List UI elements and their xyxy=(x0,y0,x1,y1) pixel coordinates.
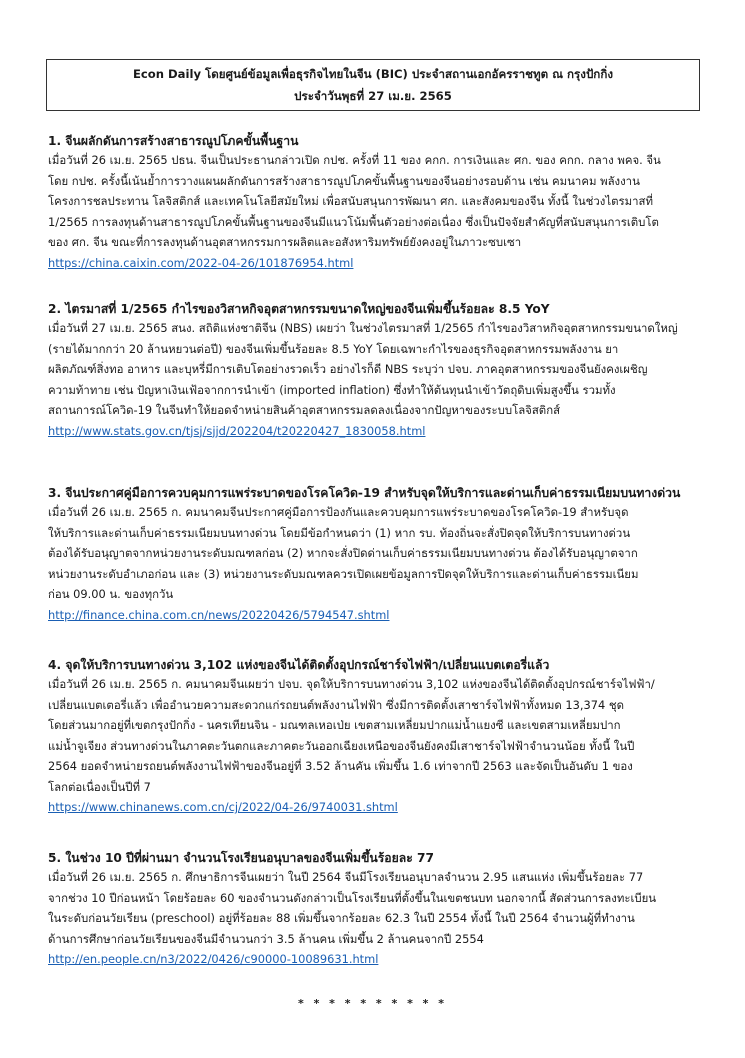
body-line: ในระดับก่อนวัยเรียน (preschool) อยู่ที่ร้อยละ 88 เพิ่มขึ้นจากร้อยละ 62.3 ในปี 2554 ทั้งนี้ ในปี 2564 จำนวนผู้ที่ทำงาน xyxy=(48,911,635,925)
end-separator: * * * * * * * * * * xyxy=(298,997,447,1010)
source-link[interactable]: http://en.people.cn/n3/2022/0426/c90000-10089631.html xyxy=(48,952,379,966)
body-line: โลกต่อเนื่องเป็นปีที่ 7 xyxy=(48,779,151,794)
section-body xyxy=(48,150,712,253)
body-line: ด้านการศึกษาก่อนวัยเรียนของจีนมีจำนวนกว่า 3.5 ล้านคน เพิ่มขึ้น 2 ล้านคนจากปี 2554 xyxy=(48,931,484,946)
section-body xyxy=(48,867,712,949)
section-title: 4. จุดให้บริการบนทางด่วน 3,102 แห่งของจีนได้ติดตั้งอุปกรณ์ชาร์จไฟฟ้า/เปลี่ยนแบตเตอรี่แล้ว xyxy=(48,658,550,672)
source-link[interactable]: https://china.caixin.com/2022-04-26/101876954.html xyxy=(48,255,354,270)
source-link[interactable]: http://finance.china.com.cn/news/20220426/5794547.shtml xyxy=(48,607,390,622)
section-title: 1. จีนผลักดันการสร้างสาธารณูปโภคขั้นพื้นฐาน xyxy=(48,134,299,148)
body-line: โดย กปช. ครั้งนี้เน้นย้ำการวางแผนผลักดันการสร้างสาธารณูปโภคขั้นพื้นฐานของจีนอย่างรอบด้าน เช่น คมนาคม พลังงาน xyxy=(48,173,640,188)
header-title: Econ Daily โดยศูนย์ข้อมูลเพื่อธุรกิจไทยในจีน (BIC) ประจำสถานเอกอัครราชทูต ณ กรุงปักกิ่ง xyxy=(133,67,613,81)
news-section-3 xyxy=(48,484,712,625)
body-line: เมื่อวันที่ 27 เม.ย. 2565 สนง. สถิติแห่งชาติจีน (NBS) เผยว่า ในช่วงไตรมาสที่ 1/2565 กำไรของวิสาหกิจอุตสาหกรรมขนาดใหญ่ xyxy=(48,321,678,335)
body-line: 2564 ยอดจำหน่ายรถยนต์พลังงานไฟฟ้าของจีนอยู่ที่ 3.52 ล้านคัน เพิ่มขึ้น 1.6 เท่าจากปี 2563 และจัดเป็นอันดับ 1 ของ xyxy=(48,759,633,773)
section-title: 2. ไตรมาสที่ 1/2565 กำไรของวิสาหกิจอุตสาหกรรมขนาดใหญ่ของจีนเพิ่มขึ้นร้อยละ 8.5 YoY xyxy=(48,302,550,316)
body-line: (รายได้มากกว่า 20 ล้านหยวนต่อปี) ของจีนเพิ่มขึ้นร้อยละ 8.5 YoY โดยเฉพาะกำไรของธุรกิจอุตสาหกรรมพลังงาน ยา xyxy=(48,341,619,356)
document-header xyxy=(46,59,700,111)
body-line: สถานการณ์โควิด-19 ในจีนทำให้ยอดจำหน่ายสินค้าอุตสาหกรรมลดลงเนื่องจากปัญหาของระบบโลจิสติกส์ xyxy=(48,403,561,417)
section-title: 3. จีนประกาศคู่มือการควบคุมการแพร่ระบาดของโรคโควิด-19 สำหรับจุดให้บริการและด่านเก็บค่าธรรมเนียมบนทางด่วน xyxy=(48,486,681,500)
body-line: ของ ศก. จีน ขณะที่การลงทุนด้านอุตสาหกรรมการผลิตและอสังหาริมทรัพย์ยังคงอยู่ในภาวะซบเซา xyxy=(48,235,522,249)
news-section-5 xyxy=(48,849,712,969)
body-line: ก่อน 09.00 น. ของทุกวัน xyxy=(48,587,174,601)
body-line: ต้องได้รับอนุญาตจากหน่วยงานระดับมณฑลก่อน (2) หากจะสั่งปิดด่านเก็บค่าธรรมเนียมบนทางด่วน ต้องได้รับอนุญาตจาก xyxy=(48,546,638,560)
news-section-1 xyxy=(48,132,712,273)
section-body xyxy=(48,502,712,605)
body-line: หน่วยงานระดับอำเภอก่อน และ (3) หน่วยงานระดับมณฑลควรเปิดเผยข้อมูลการปิดจุดให้บริการและด่านเก็บค่าธรรมเนียม xyxy=(48,566,639,581)
body-line: โดยส่วนมากอยู่ที่เขตกรุงปักกิ่ง - นครเทียนจิน - มณฑลเหอเป่ย เขตสามเหลี่ยมปากแม่น้ำแยงซี และเขตสามเหลี่ยมปาก xyxy=(48,718,621,732)
header-date: ประจำวันพุธที่ 27 เม.ย. 2565 xyxy=(294,89,452,103)
section-title: 5. ในช่วง 10 ปีที่ผ่านมา จำนวนโรงเรียนอนุบาลของจีนเพิ่มขึ้นร้อยละ 77 xyxy=(48,851,434,865)
body-line: เมื่อวันที่ 26 เม.ย. 2565 ปธน. จีนเป็นประธานกล่าวเปิด กปช. ครั้งที่ 11 ของ คกก. การเงินและ ศก. ของ คกก. กลาง พคจ. จีน xyxy=(48,153,661,167)
source-link[interactable]: http://www.stats.gov.cn/tjsj/sjjd/202204/t20220427_1830058.html xyxy=(48,423,426,438)
body-line: โครงการชลประทาน โลจิสติกส์ และเทคโนโลยีสมัยใหม่ เพื่อสนับสนุนการพัฒนา ศก. และสังคมของจีน ทั้งนี้ ในช่วงไตรมาสที่ xyxy=(48,194,653,208)
body-line: เมื่อวันที่ 26 เม.ย. 2565 ก. คมนาคมจีนเผยว่า ปจบ. จุดให้บริการบนทางด่วน 3,102 แห่งของจีนได้ติดตั้งอุปกรณ์ชาร์จไฟฟ้า/ xyxy=(48,677,655,691)
news-section-2 xyxy=(48,300,712,441)
body-line: ให้บริการและด่านเก็บค่าธรรมเนียมบนทางด่วน โดยมีข้อกำหนดว่า (1) หาก รบ. ท้องถิ่นจะสั่งปิดจุดให้บริการบนทางด่วน xyxy=(48,525,631,540)
source-link[interactable]: https://www.chinanews.com.cn/cj/2022/04-26/9740031.shtml xyxy=(48,800,398,814)
section-body xyxy=(48,318,712,421)
body-line: ผลิตภัณฑ์สิ่งทอ อาหาร และบุหรี่มีการเติบโตอย่างรวดเร็ว อย่างไรก็ดี NBS ระบุว่า ปจบ. ภาคอุตสาหกรรมของจีนยังคงเผชิญ xyxy=(48,362,648,376)
body-line: ความท้าทาย เช่น ปัญหาเงินเฟ้อจากการนำเข้า (imported inflation) ซึ่งทำให้ต้นทุนนำเข้าวัตถุดิบเพิ่มสูงขึ้น รวมทั้ง xyxy=(48,382,616,397)
body-line: 1/2565 การลงทุนด้านสาธารณูปโภคขั้นพื้นฐานของจีนมีแนวโน้มพื้นตัวอย่างต่อเนื่อง ซึ่งเป็นปัจจัยสำคัญที่สนับสนุนการเติบโต xyxy=(48,214,659,229)
body-line: เมื่อวันที่ 26 เม.ย. 2565 ก. คมนาคมจีนประกาศคู่มือการป้องกันและควบคุมการแพร่ระบาดของโรคโควิด-19 สำหรับจุด xyxy=(48,505,629,519)
section-body xyxy=(48,674,712,797)
body-line: จากช่วง 10 ปีก่อนหน้า โดยร้อยละ 60 ของจำนวนดังกล่าวเป็นโรงเรียนที่ตั้งขึ้นในเขตชนบท นอกจากนี้ สัดส่วนการลงทะเบียน xyxy=(48,890,657,905)
news-section-4 xyxy=(48,656,712,817)
body-line: แม่น้ำจูเจียง ส่วนทางด่วนในภาคตะวันตกและภาคตะวันออกเฉียงเหนือของจีนยังคงมีเสาชาร์จไฟฟ้าจำนวนน้อย ทั้งนี้ ในปี xyxy=(48,738,635,753)
body-line: เมื่อวันที่ 26 เม.ย. 2565 ก. ศึกษาธิการจีนเผยว่า ในปี 2564 จีนมีโรงเรียนอนุบาลจำนวน 2.95 แสนแห่ง เพิ่มขึ้นร้อยละ 77 xyxy=(48,870,644,884)
body-line: เปลี่ยนแบตเตอรี่แล้ว เพื่ออำนวยความสะดวกแก่รถยนต์พลังงานไฟฟ้า ซึ่งมีการติดตั้งเสาชาร์จไฟฟ้าทั้งหมด 13,374 ชุด xyxy=(48,697,625,712)
